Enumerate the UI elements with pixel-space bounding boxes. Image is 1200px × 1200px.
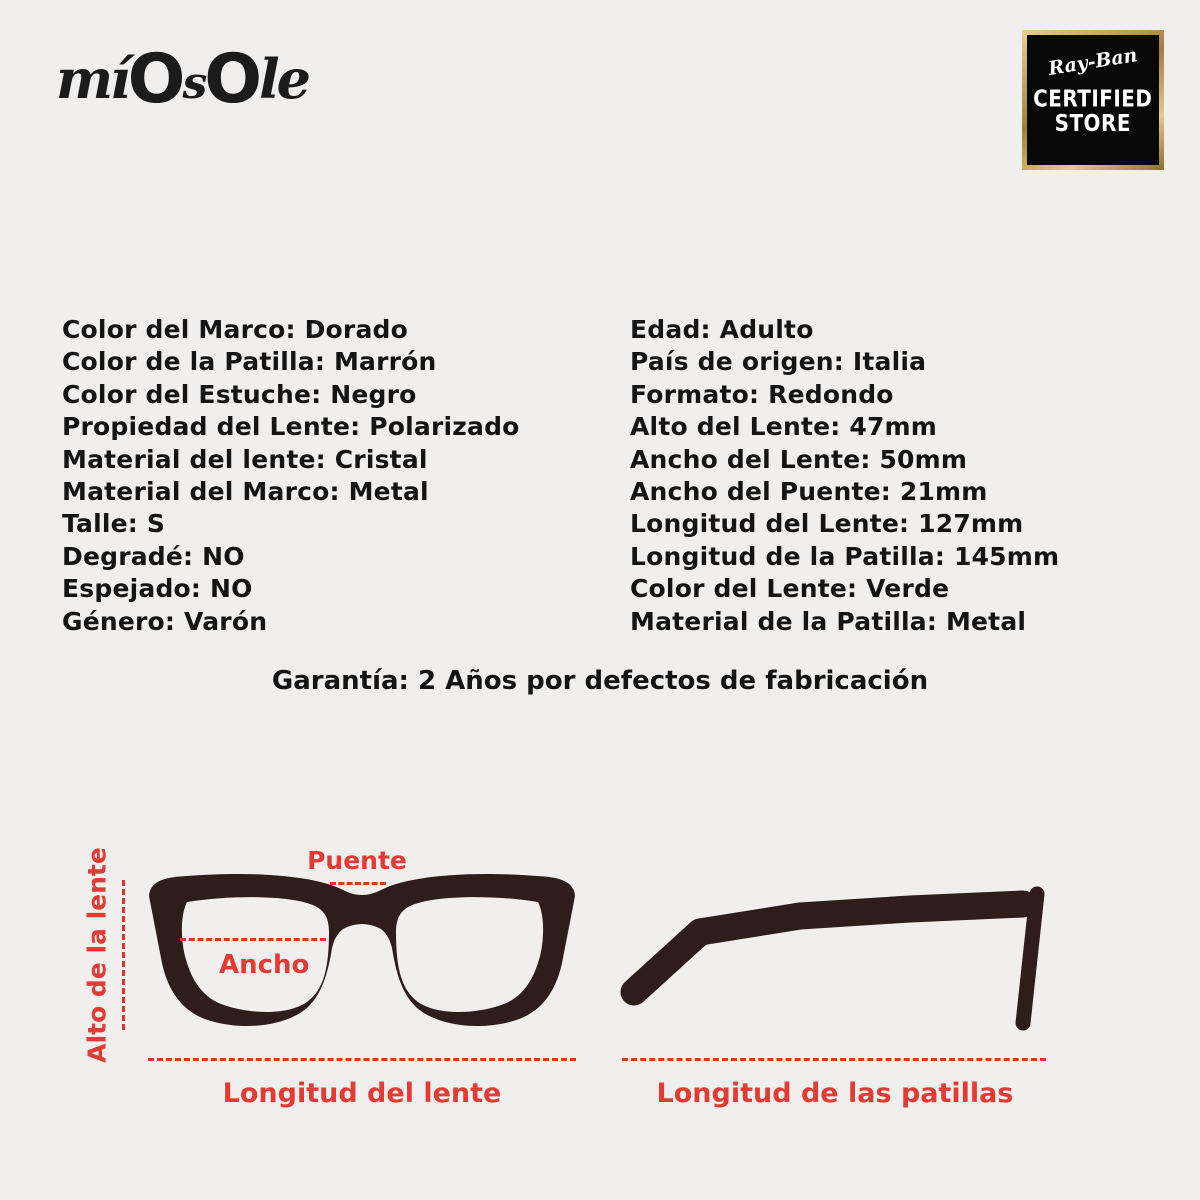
spec-line: Ancho del Puente: 21mm (630, 477, 988, 507)
spec-line: Ancho del Lente: 50mm (630, 444, 968, 474)
rayban-certified-badge (1022, 30, 1164, 170)
spec-line: Material del Marco: Metal (62, 477, 429, 507)
badge-line-store: STORE (1054, 110, 1132, 138)
logo-part: le (259, 47, 308, 111)
logo-part: O (204, 40, 260, 119)
glasses-front-icon (145, 872, 580, 1032)
brand-logo (56, 40, 308, 119)
logo-part: O (127, 40, 183, 119)
rayban-script-logo: Ray-Ban (1047, 44, 1139, 80)
spec-line: Talle: S (62, 509, 166, 539)
certified-store-text (1033, 86, 1152, 136)
spec-line: Color del Lente: Verde (630, 574, 950, 604)
spec-line: Propiedad del Lente: Polarizado (62, 412, 520, 442)
badge-inner (1027, 35, 1159, 165)
spec-line: Color de la Patilla: Marrón (62, 347, 437, 377)
spec-line: Edad: Adulto (630, 315, 814, 344)
lens-height-dash-line (122, 880, 125, 1030)
bridge-label: Puente (307, 846, 407, 875)
spec-line: Espejado: NO (62, 574, 253, 604)
front-length-label: Longitud del lente (222, 1078, 502, 1109)
spec-line: Formato: Redondo (630, 379, 894, 409)
lens-width-label: Ancho (219, 950, 310, 980)
spec-line: Degradé: NO (62, 541, 245, 571)
spec-line: Género: Varón (62, 606, 268, 636)
front-length-dash-line (148, 1058, 576, 1061)
lens-width-dash-line (180, 938, 326, 941)
temple-side-icon (610, 878, 1060, 1043)
logo-part: mí (56, 47, 128, 111)
logo-part: s (182, 58, 205, 109)
spec-line: Longitud de la Patilla: 145mm (630, 541, 1060, 571)
spec-line: Color del Estuche: Negro (62, 379, 417, 409)
spec-line: Alto del Lente: 47mm (630, 412, 938, 442)
temple-length-dash-line (622, 1058, 1046, 1061)
spec-line: País de origen: Italia (630, 347, 927, 377)
specs-left-column (62, 314, 520, 638)
warranty-text: Garantía: 2 Años por defectos de fabricación (271, 666, 929, 696)
lens-height-label: Alto de la lente (82, 847, 112, 1063)
temple-length-label: Longitud de las patillas (656, 1078, 1014, 1109)
specs-right-column (630, 314, 1059, 638)
spec-line: Longitud del Lente: 127mm (630, 509, 1024, 539)
spec-line: Material del lente: Cristal (62, 444, 428, 474)
spec-line: Color del Marco: Dorado (62, 315, 408, 344)
spec-line: Material de la Patilla: Metal (630, 606, 1027, 636)
bridge-dash-line (330, 882, 386, 885)
badge-line-certified: CERTIFIED (1033, 85, 1153, 113)
